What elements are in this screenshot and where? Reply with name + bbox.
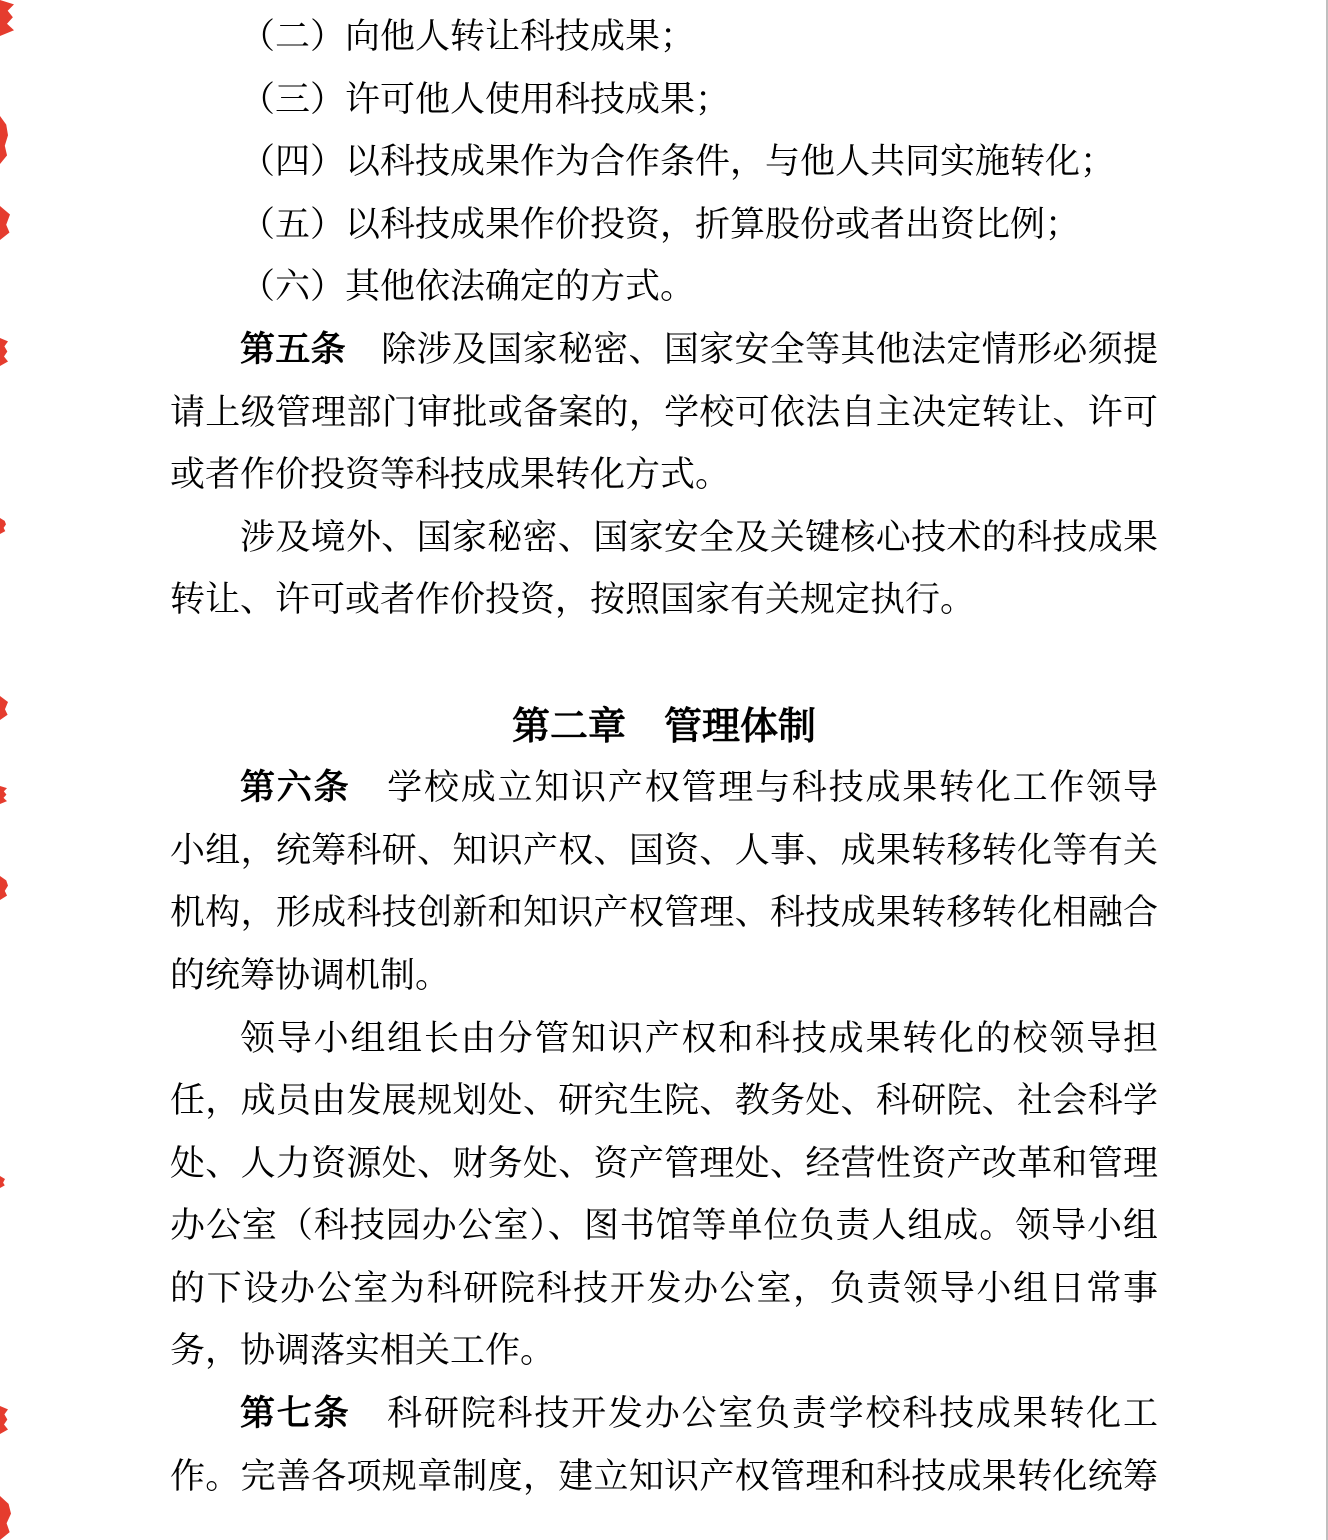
- text-line: [170, 444, 1158, 507]
- red-edge-mark: [0, 1496, 11, 1540]
- text-line: [170, 820, 1158, 883]
- article-number: 第六条: [240, 768, 351, 809]
- red-edge-mark: [0, 1176, 5, 1188]
- red-edge-mark: [0, 116, 8, 164]
- article-number: 第五条: [240, 329, 346, 370]
- text-line: [170, 1446, 1158, 1509]
- blank-line: [170, 632, 1158, 695]
- red-edge-mark: [0, 786, 7, 804]
- text-line: [170, 882, 1158, 945]
- line-text: 作。完善各项规章制度，建立知识产权管理和科技成果转化统筹: [170, 1456, 1158, 1496]
- line-text: （六）其他依法确定的方式。: [240, 267, 696, 307]
- line-text: 领导小组组长由分管知识产权和科技成果转化的校领导担: [240, 1018, 1158, 1058]
- line-text: 小组，统筹科研、知识产权、国资、人事、成果转移转化等有关: [170, 830, 1158, 870]
- text-line: [170, 1195, 1158, 1258]
- chapter-heading: [170, 695, 1158, 758]
- red-edge-mark: [0, 696, 8, 720]
- text-line: [170, 1070, 1158, 1133]
- line-text: （五）以科技成果作价投资，折算股份或者出资比例；: [240, 204, 1081, 244]
- red-edge-mark: [0, 0, 14, 36]
- text-line: [170, 1383, 1158, 1446]
- text-line: [170, 1258, 1158, 1321]
- line-text: 的统筹协调机制。: [170, 955, 451, 995]
- text-line: [170, 1320, 1158, 1383]
- red-edge-mark: [0, 206, 10, 240]
- text-line: [170, 507, 1158, 570]
- document-lines: [170, 6, 1158, 1508]
- text-line: [170, 256, 1158, 319]
- text-line: [170, 382, 1158, 445]
- text-line: [170, 1133, 1158, 1196]
- line-text: 学校成立知识产权管理与科技成果转化工作领导: [350, 768, 1158, 808]
- text-line: [170, 945, 1158, 1008]
- line-text: 或者作价投资等科技成果转化方式。: [170, 455, 731, 495]
- line-text: 务，协调落实相关工作。: [170, 1331, 556, 1371]
- red-edge-mark: [0, 876, 8, 900]
- text-line: [170, 131, 1158, 194]
- line-text: 处、人力资源处、财务处、资产管理处、经营性资产改革和管理: [170, 1143, 1158, 1183]
- line-text: 涉及境外、国家秘密、国家安全及关键核心技术的科技成果: [240, 517, 1158, 557]
- text-line: [170, 6, 1158, 69]
- line-text: （三）许可他人使用科技成果；: [240, 79, 731, 119]
- line-text: （四）以科技成果作为合作条件，与他人共同实施转化；: [240, 142, 1116, 182]
- line-text: 办公室（科技园办公室）、图书馆等单位负责人组成。领导小组: [170, 1206, 1158, 1246]
- red-edge-mark: [0, 1406, 8, 1434]
- text-line: [170, 319, 1158, 382]
- line-text: 的下设办公室为科研院科技开发办公室，负责领导小组日常事: [170, 1268, 1158, 1308]
- red-edge-mark: [0, 338, 8, 366]
- line-text: 任，成员由发展规划处、研究生院、教务处、科研院、社会科学: [170, 1081, 1158, 1121]
- line-text: 机构，形成科技创新和知识产权管理、科技成果转移转化相融合: [170, 893, 1158, 933]
- text-line: [170, 194, 1158, 257]
- text-line: [170, 69, 1158, 132]
- article-number: 第七条: [240, 1394, 351, 1435]
- text-line: [170, 1008, 1158, 1071]
- line-text: 科研院科技开发办公室负责学校科技成果转化工: [350, 1394, 1158, 1434]
- line-text: 请上级管理部门审批或备案的，学校可依法自主决定转让、许可: [170, 392, 1158, 432]
- article-number: 第二章 管理体制: [511, 703, 816, 748]
- line-text: 转让、许可或者作价投资，按照国家有关规定执行。: [170, 580, 976, 620]
- line-text: （二）向他人转让科技成果；: [240, 17, 696, 56]
- line-text: 除涉及国家秘密、国家安全等其他法定情形必须提: [345, 329, 1158, 369]
- text-line: [170, 569, 1158, 632]
- red-edge-mark: [0, 518, 6, 534]
- text-line: [170, 757, 1158, 820]
